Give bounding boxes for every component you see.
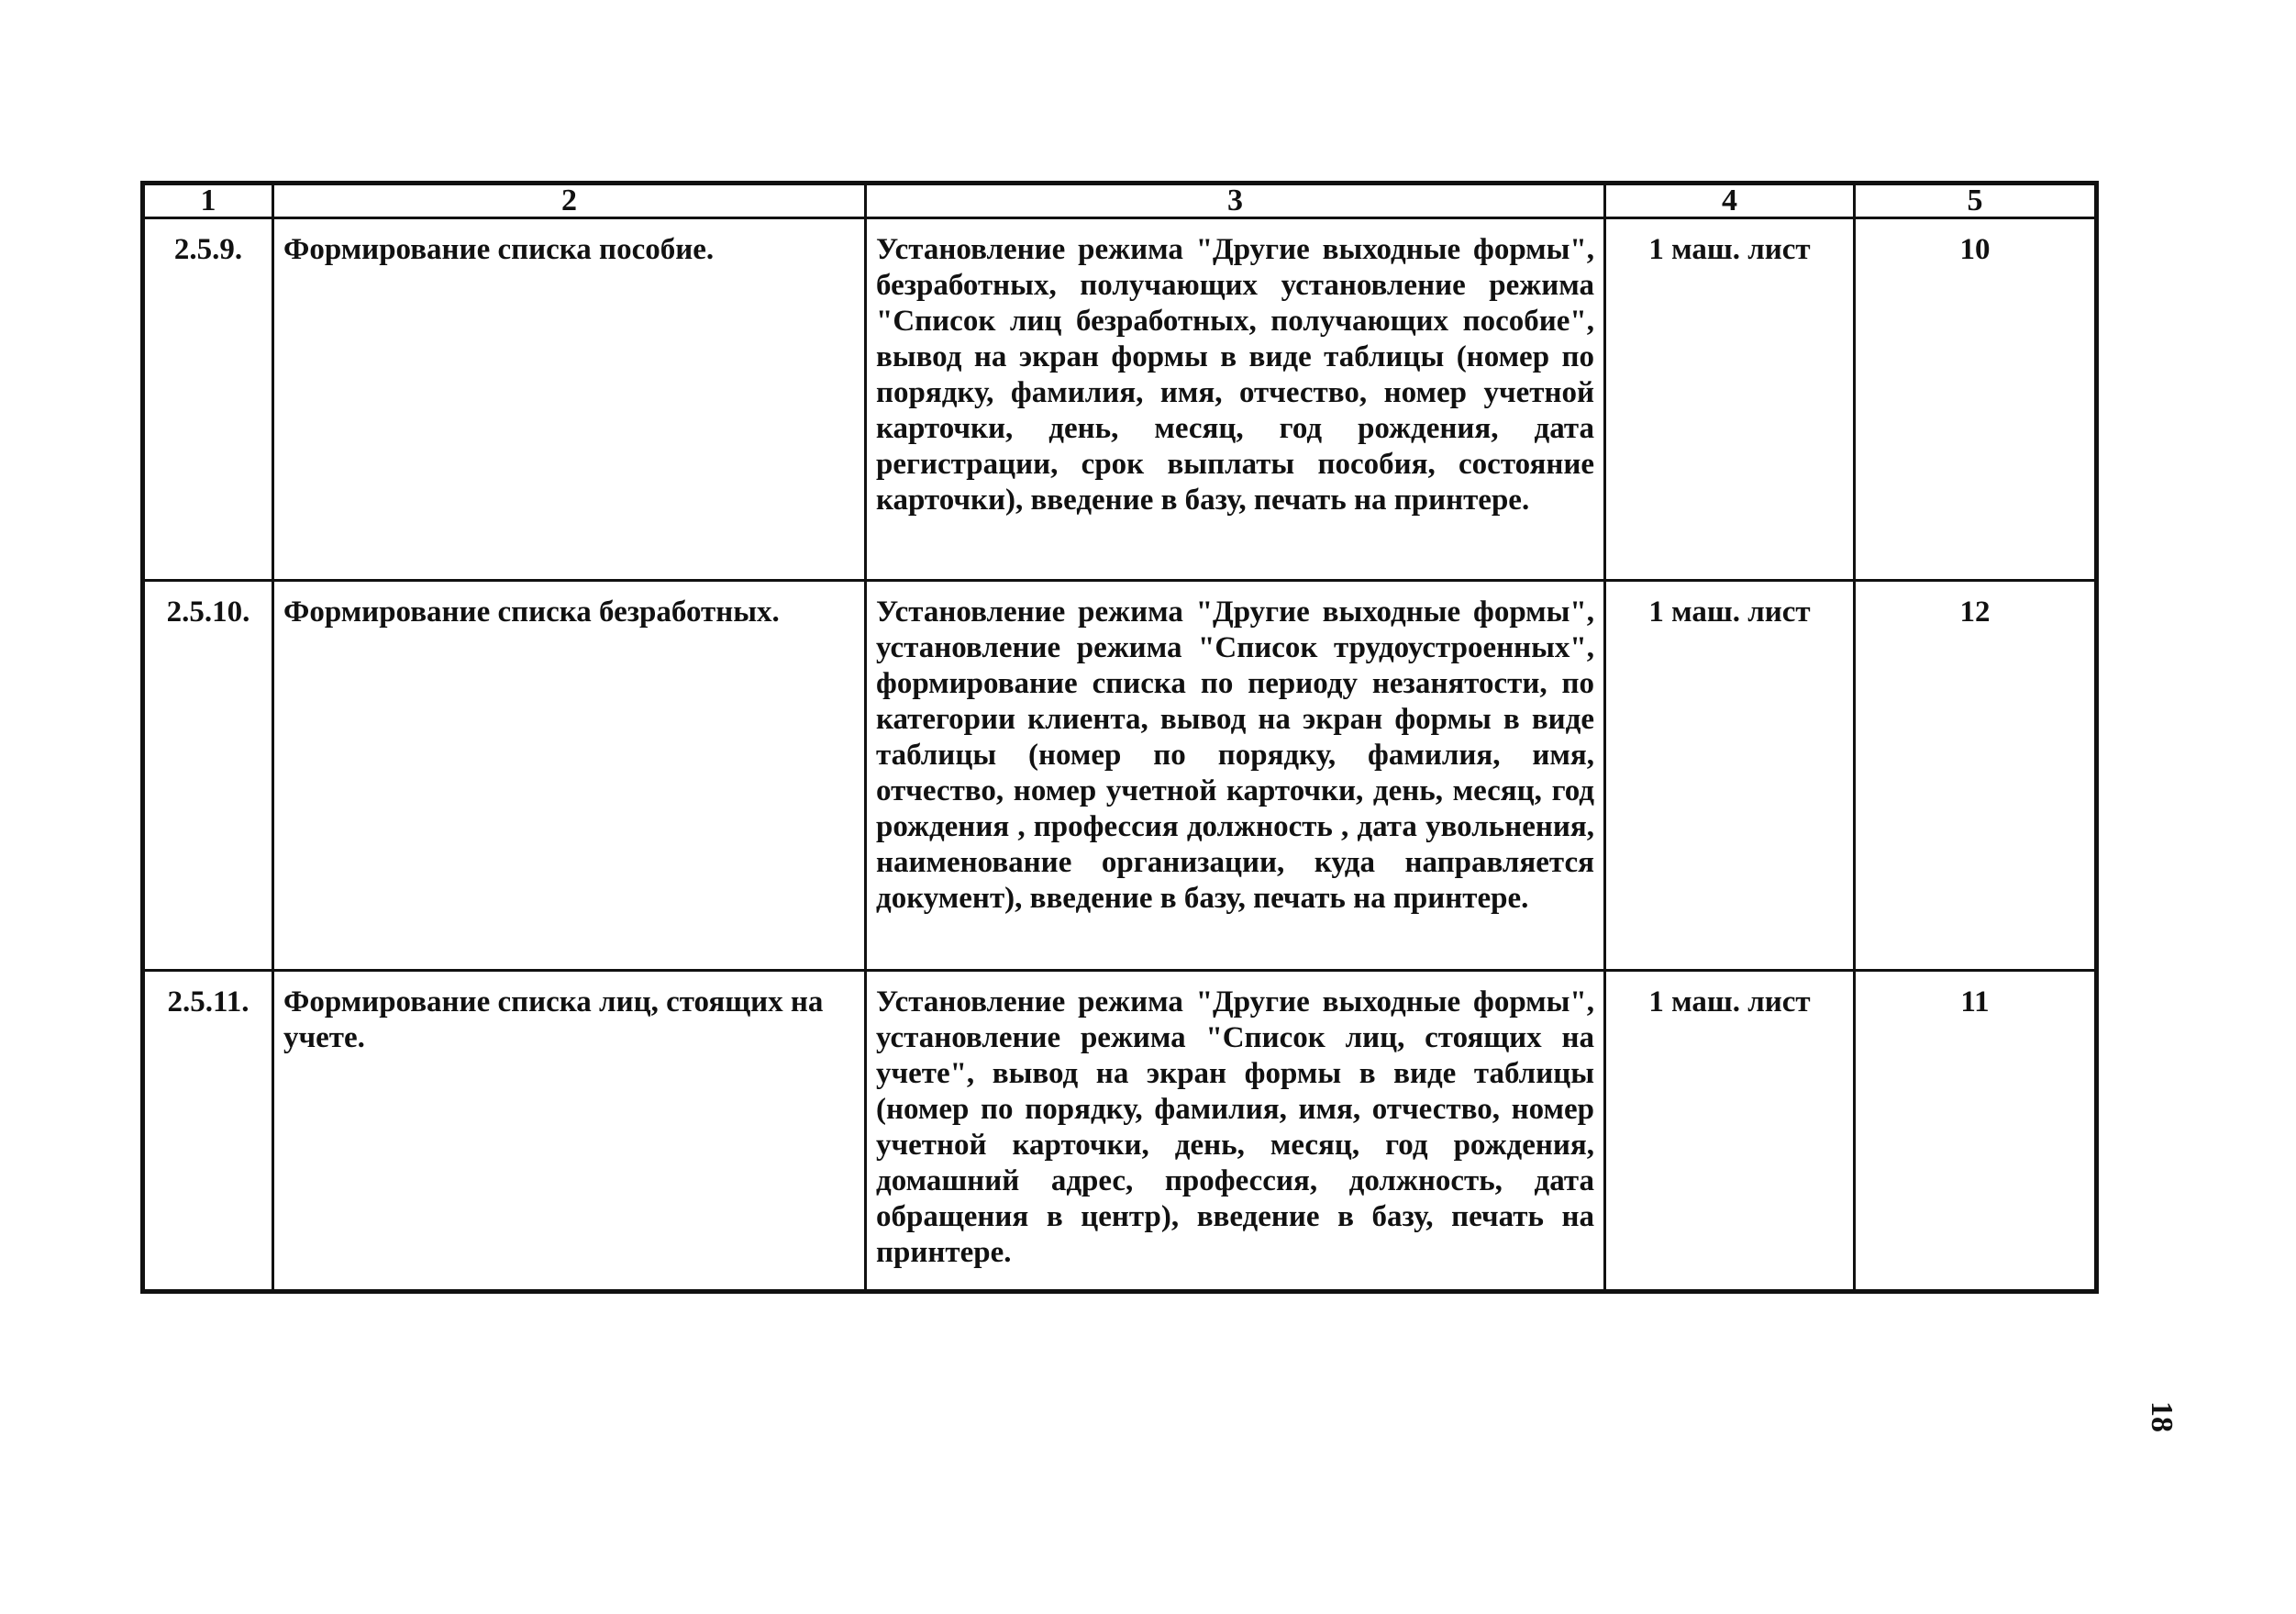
- item-number: 2.5.10.: [143, 581, 273, 971]
- column-header-4: 4: [1605, 184, 1855, 218]
- item-unit: 1 маш. лист: [1605, 581, 1855, 971]
- specification-table: [140, 181, 2099, 1294]
- header-row: [143, 184, 2097, 218]
- table-row: [143, 218, 2097, 581]
- table-row: [143, 971, 2097, 1292]
- item-description: Установление режима "Другие выходные формы", установление режима "Список трудоустроенных", формирование списка по периоду незанятости, по категории клиента, вывод на экран формы в виде таблицы (номер по порядку, фамилия, имя, отчество, номер учетной карточки, день, месяц, год рождения , профессия должность , дата увольнения, наименование организации, куда направляется документ), введение в базу, печать на принтере.: [866, 581, 1605, 971]
- item-pages: 10: [1855, 218, 2097, 581]
- item-name: Формирование списка безработных.: [273, 581, 866, 971]
- column-header-5: 5: [1855, 184, 2097, 218]
- item-name: Формирование списка пособие.: [273, 218, 866, 581]
- item-number: 2.5.11.: [143, 971, 273, 1292]
- item-description: Установление режима "Другие выходные формы", установление режима "Список лиц, стоящих на учете", вывод на экран формы в виде таблицы (номер по порядку, фамилия, имя, отчество, номер учетной карточки, день, месяц, год рождения, домашний адрес, профессия, должность, дата обращения в центр), введение в базу, печать на принтере.: [866, 971, 1605, 1292]
- item-name: Формирование списка лиц, стоящих на учете.: [273, 971, 866, 1292]
- column-header-2: 2: [273, 184, 866, 218]
- page-number: 18: [2145, 1401, 2179, 1432]
- item-number: 2.5.9.: [143, 218, 273, 581]
- column-header-1: 1: [143, 184, 273, 218]
- column-header-3: 3: [866, 184, 1605, 218]
- item-pages: 11: [1855, 971, 2097, 1292]
- item-unit: 1 маш. лист: [1605, 971, 1855, 1292]
- item-description: Установление режима "Другие выходные формы", безработных, получающих установление режима "Список лиц безработных, получающих пособие", вывод на экран формы в виде таблицы (номер по порядку, фамилия, имя, отчество, номер учетной карточки, день, месяц, год рождения, дата регистрации, срок выплаты пособия, состояние карточки), введение в базу, печать на принтере.: [866, 218, 1605, 581]
- item-pages: 12: [1855, 581, 2097, 971]
- item-unit: 1 маш. лист: [1605, 218, 1855, 581]
- table-row: [143, 581, 2097, 971]
